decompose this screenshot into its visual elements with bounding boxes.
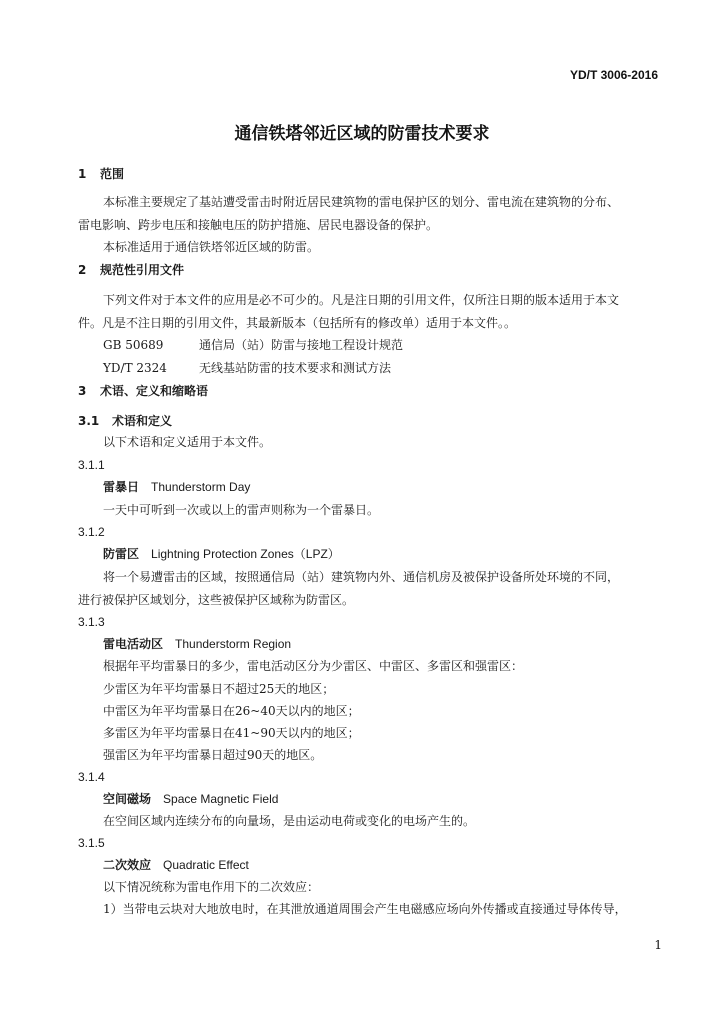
section-title: 规范性引用文件 — [100, 263, 185, 277]
term-cn: 防雷区 — [103, 547, 140, 561]
reference-title: 通信局（站）防雷与接地工程设计规范 — [199, 338, 404, 352]
term-heading — [103, 546, 340, 562]
subsection-title: 术语和定义 — [112, 414, 173, 428]
term-cn: 雷暴日 — [103, 480, 140, 494]
section-number: 3 — [78, 384, 87, 398]
section-title: 范围 — [100, 167, 125, 181]
term-en: Thunderstorm Day — [151, 480, 251, 494]
section-3-heading — [78, 383, 208, 399]
term-en: Lightning Protection Zones（LPZ） — [151, 547, 340, 561]
section-2-para-1b: 件。凡是不注日期的引用文件，其最新版本（包括所有的修改单）适用于本文件。。 — [78, 316, 517, 330]
term-heading — [103, 636, 291, 652]
term-definition: 根据年平均雷暴日的多少，雷电活动区分为少雷区、中雷区、多雷区和强雷区： — [103, 659, 524, 673]
list-item: 多雷区为年平均雷暴日在41~90天以内的地区； — [103, 726, 360, 740]
list-item: 1）当带电云块对大地放电时，在其泄放通道周围会产生电磁感应场向外传播或直接通过导体传导， — [103, 902, 627, 916]
term-heading — [103, 857, 249, 873]
section-1-para-1a: 本标准主要规定了基站遭受雷击时附近居民建筑物的雷电保护区的划分、雷电流在建筑物的分布、 — [103, 195, 620, 209]
term-cn: 雷电活动区 — [103, 637, 164, 651]
subsection-3-1-intro: 以下术语和定义适用于本文件。 — [103, 435, 272, 449]
term-heading — [103, 791, 278, 807]
reference-code: YD/T 2324 — [103, 361, 167, 375]
term-en: Quadratic Effect — [163, 858, 249, 872]
page-number: 1 — [654, 938, 662, 952]
term-number: 3.1.5 — [78, 836, 105, 850]
section-number: 1 — [78, 167, 87, 181]
term-definition: 一天中可听到一次或以上的雷声则称为一个雷暴日。 — [103, 503, 380, 517]
section-2-para-1a: 下列文件对于本文件的应用是必不可少的。凡是注日期的引用文件，仅所注日期的版本适用于本文 — [103, 293, 620, 307]
term-number: 3.1.3 — [78, 615, 105, 629]
section-title: 术语、定义和缩略语 — [100, 384, 209, 398]
section-number: 2 — [78, 263, 87, 277]
term-definition: 在空间区域内连续分布的向量场，是由运动电荷或变化的电场产生的。 — [103, 814, 476, 828]
section-2-heading — [78, 262, 184, 278]
term-en: Space Magnetic Field — [163, 792, 279, 806]
subsection-3-1-heading — [78, 413, 172, 429]
reference-code: GB 50689 — [103, 338, 164, 352]
term-definition: 以下情况统称为雷电作用下的二次效应： — [103, 880, 320, 894]
reference-item — [103, 360, 391, 376]
term-cn: 二次效应 — [103, 858, 152, 872]
list-item: 强雷区为年平均雷暴日超过90天的地区。 — [103, 748, 323, 762]
section-1-para-2: 本标准适用于通信铁塔邻近区域的防雷。 — [103, 240, 320, 254]
reference-title: 无线基站防雷的技术要求和测试方法 — [199, 361, 392, 375]
subsection-number: 3.1 — [78, 414, 100, 428]
term-heading — [103, 479, 250, 495]
standard-code: YD/T 3006-2016 — [569, 68, 658, 82]
list-item: 少雷区为年平均雷暴日不超过25天的地区； — [103, 682, 335, 696]
document-title: 通信铁塔邻近区域的防雷技术要求 — [234, 124, 490, 144]
section-1-heading — [78, 166, 124, 182]
list-item: 中雷区为年平均雷暴日在26~40天以内的地区； — [103, 704, 360, 718]
term-cn: 空间磁场 — [103, 792, 152, 806]
term-number: 3.1.2 — [78, 525, 105, 539]
term-en: Thunderstorm Region — [175, 637, 292, 651]
term-number: 3.1.1 — [78, 458, 105, 472]
reference-item — [103, 337, 403, 353]
term-number: 3.1.4 — [78, 770, 105, 784]
term-definition-a: 将一个易遭雷击的区域，按照通信局（站）建筑物内外、通信机房及被保护设备所处环境的不同， — [103, 570, 620, 584]
term-definition-b: 进行被保护区域划分，这些被保护区域称为防雷区。 — [78, 593, 355, 607]
section-1-para-1b: 雷电影响、跨步电压和接触电压的防护措施、居民电器设备的保护。 — [78, 218, 439, 232]
